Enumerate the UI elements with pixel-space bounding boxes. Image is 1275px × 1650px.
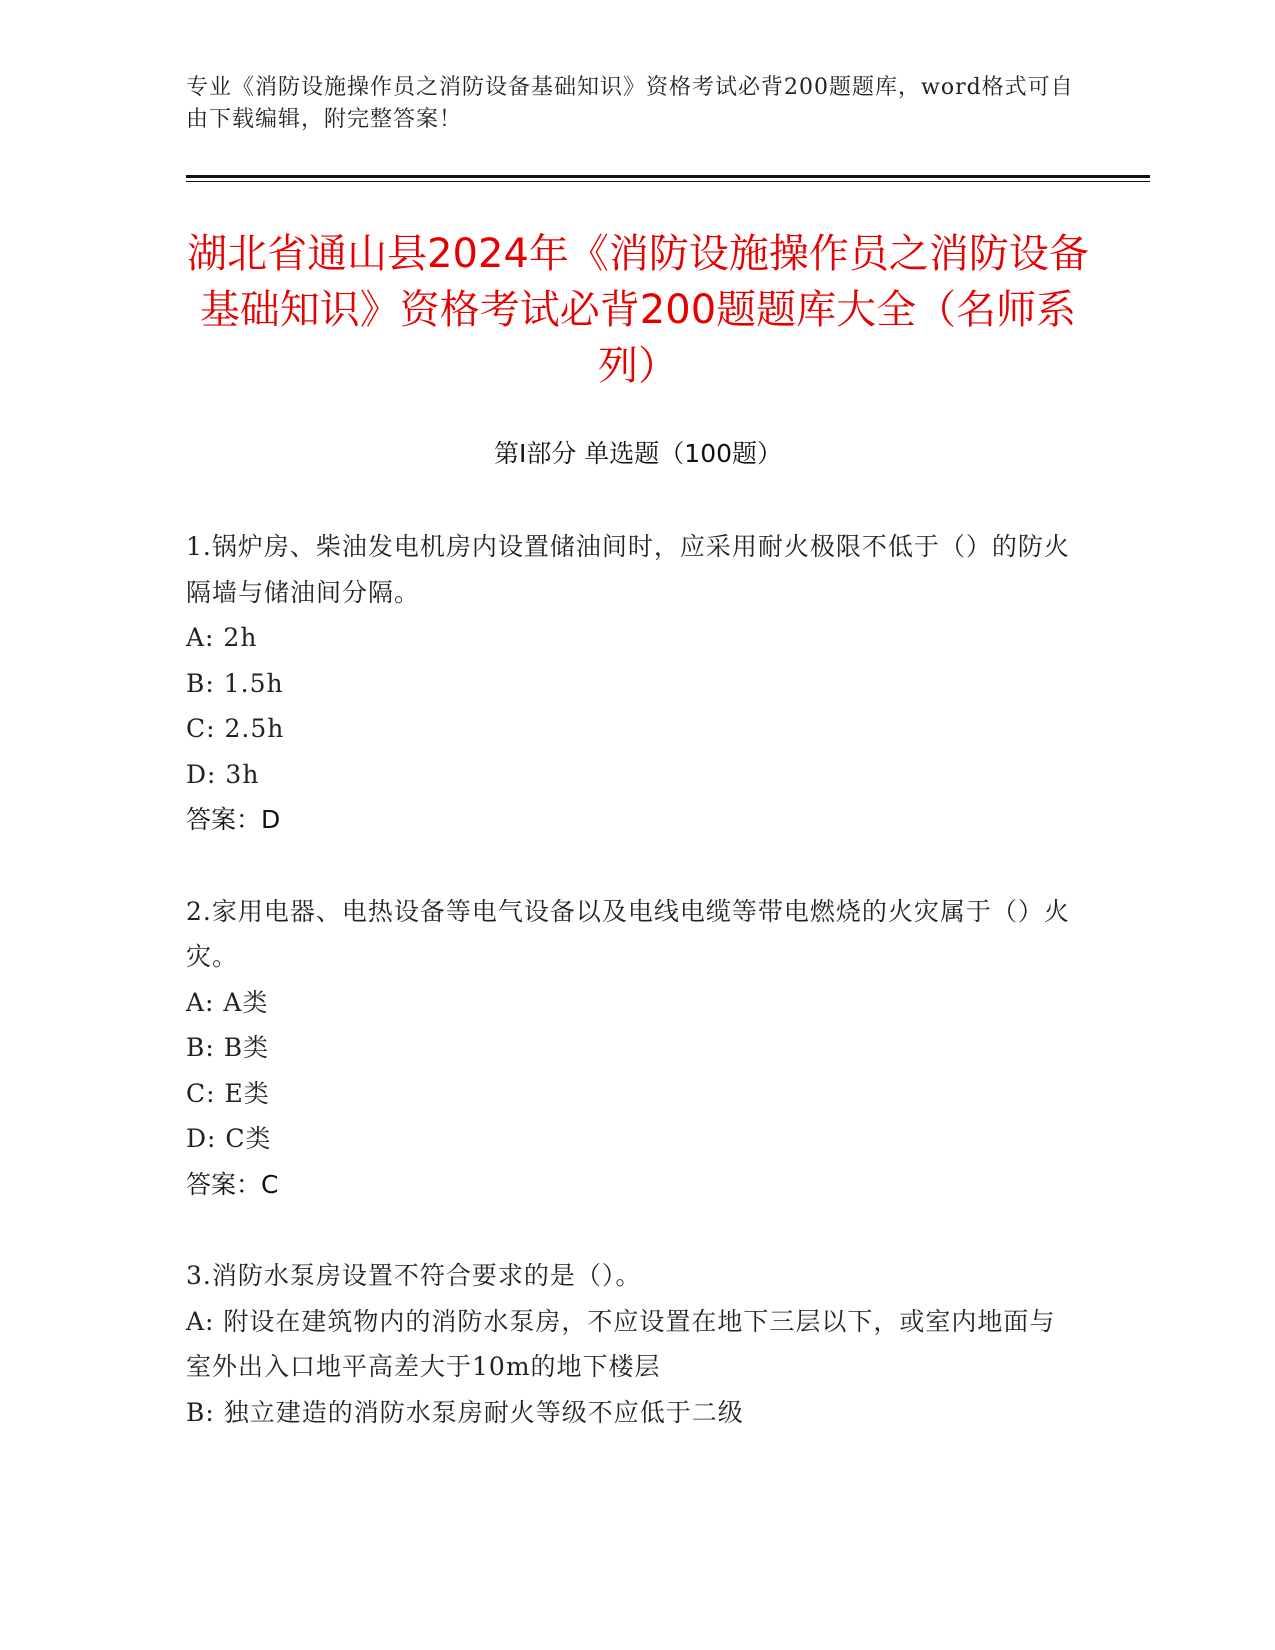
header-rule-thin (186, 181, 1150, 182)
option-b: B: B类 (186, 1033, 270, 1062)
question-text: 3.消防水泵房设置不符合要求的是（）。 (186, 1261, 642, 1290)
option-a: A: 附设在建筑物内的消防水泵房，不应设置在地下三层以下，或室内地面与室外出入口地平高差大于10m的地下楼层 (186, 1306, 1056, 1381)
option-b: B: 独立建造的消防水泵房耐火等级不应低于二级 (186, 1397, 744, 1427)
question-1 (186, 524, 1076, 843)
option-b: B: 1.5h (186, 668, 284, 698)
section-heading: 第I部分 单选题（100题） (493, 439, 783, 468)
question-2 (186, 889, 1076, 1208)
option-d: D: C类 (186, 1124, 272, 1153)
option-a: A: A类 (186, 987, 269, 1017)
answer: 答案：D (186, 805, 281, 834)
question-text: 1.锅炉房、柴油发电机房内设置储油间时，应采用耐火极限不低于（）的防火隔墙与储油间分隔。 (186, 532, 1070, 607)
option-d: D: 3h (186, 759, 260, 789)
question-text: 2.家用电器、电热设备等电气设备以及电线电缆等带电燃烧的火灾属于（）火灾。 (186, 896, 1070, 971)
option-a: A: 2h (186, 623, 258, 652)
header-rule-thick (186, 175, 1150, 178)
option-c: C: E类 (186, 1078, 270, 1108)
document-title: 湖北省通山县2024年《消防设施操作员之消防设备基础知识》资格考试必背200题题库大全（名师系列） (187, 231, 1089, 389)
question-list (186, 524, 1076, 1481)
question-3 (186, 1253, 1076, 1435)
header-note: 专业《消防设施操作员之消防设备基础知识》资格考试必背200题题库，word格式可自由下载编辑，附完整答案！ (186, 75, 1074, 132)
answer: 答案：C (186, 1169, 279, 1199)
option-c: C: 2.5h (186, 714, 285, 743)
